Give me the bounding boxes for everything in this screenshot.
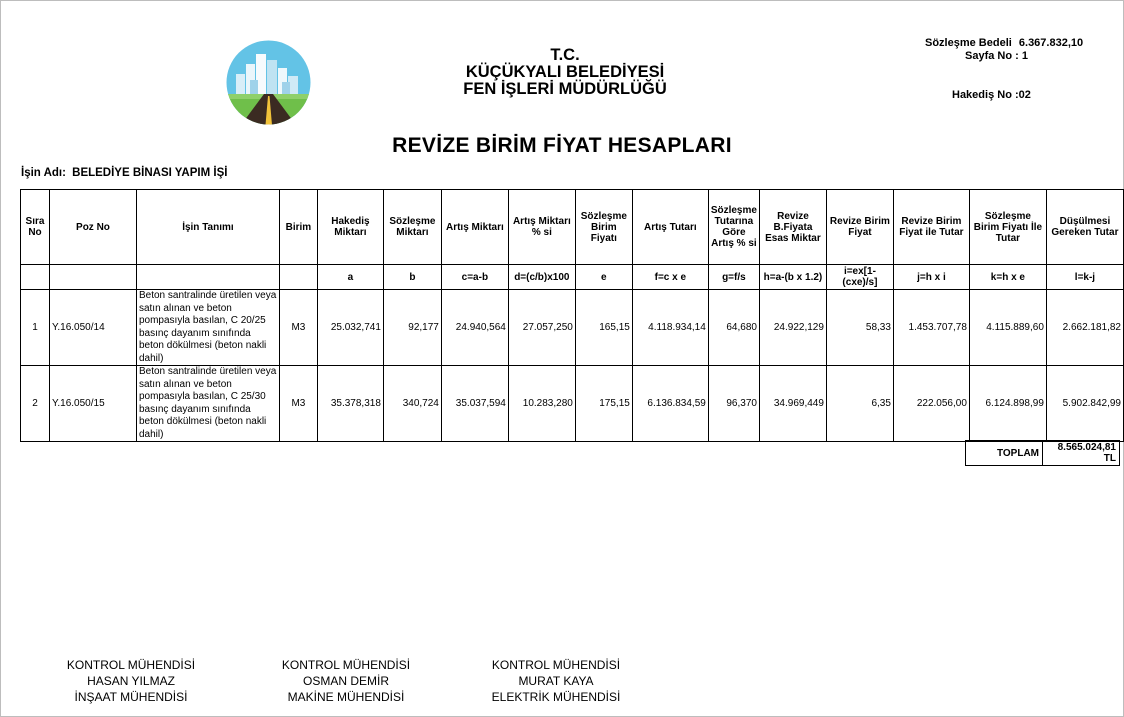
total-box [965,440,1120,466]
contract-amount-label: Sözleşme Bedeli [925,37,1012,49]
revised-unit-price: 6,35 [826,366,893,442]
item-description: Beton santralinde üretilen veya satın alınan ve beton pompasıyla basılan, C 20/25 basınç dayanım sınıfında beton dökülmesi (beton nakli dahil) [136,290,279,366]
amount-increase-percentage: 96,370 [708,366,759,442]
institution-header [430,47,700,98]
col-header: Birim [279,190,317,265]
contract-quantity: 92,177 [383,290,441,366]
increase-quantity: 24.940,564 [441,290,508,366]
col-header: Sözleşme Miktarı [383,190,441,265]
header-line-tc: T.C. [550,46,580,64]
formula-cell: g=f/s [708,265,759,290]
formula-cell: f=c x e [632,265,708,290]
job-name-label: İşin Adı: [21,167,66,179]
formula-cell [279,265,317,290]
signature-title: ELEKTRİK MÜHENDİSİ [491,690,621,704]
formula-cell: h=a-(b x 1.2) [759,265,826,290]
signature-block [26,657,236,705]
unit: M3 [279,290,317,366]
row-number: 2 [21,366,50,442]
formula-cell [136,265,279,290]
revised-amount: 222.056,00 [893,366,969,442]
deduction-amount: 2.662.181,82 [1046,290,1123,366]
page-number-value: 1 [1021,50,1028,62]
signature-role: KONTROL MÜHENDİSİ [491,658,621,672]
contract-amount [925,37,1083,49]
increase-percentage: 10.283,280 [508,366,575,442]
contract-unit-price: 165,15 [575,290,632,366]
col-header: Artış Tutarı [632,190,708,265]
col-header: Artış Miktarı [441,190,508,265]
item-description: Beton santralinde üretilen veya satın alınan ve beton pompasıyla basılan, C 25/30 basınç dayanım sınıfında beton dökülmesi (beton nakli dahil) [136,366,279,442]
col-header: Revize Birim Fiyat ile Tutar [893,190,969,265]
signature-role: KONTROL MÜHENDİSİ [281,658,411,672]
formula-cell [21,265,50,290]
formula-cell: i=ex[1-(cxe)/s] [826,265,893,290]
job-name [21,167,227,179]
total-value: 8.565.024,81 TL [1043,441,1120,466]
signature-name: OSMAN DEMİR [302,674,389,688]
revised-unit-price: 58,33 [826,290,893,366]
col-header: Revize B.Fiyata Esas Miktar [759,190,826,265]
col-header: Sözleşme Birim Fiyatı [575,190,632,265]
formula-cell: a [317,265,383,290]
formula-cell: k=h x e [969,265,1046,290]
item-code: Y.16.050/15 [49,366,136,442]
col-header: Poz No [49,190,136,265]
row-number: 1 [21,290,50,366]
municipality-logo [226,40,311,125]
increase-quantity: 35.037,594 [441,366,508,442]
page-number-label: Sayfa No : [965,50,1019,62]
revised-base-quantity: 34.969,449 [759,366,826,442]
revised-base-quantity: 24.922,129 [759,290,826,366]
formula-cell: l=k-j [1046,265,1123,290]
progress-quantity: 35.378,318 [317,366,383,442]
signature-name: MURAT KAYA [518,674,594,688]
progress-payment-label: Hakediş No : [952,89,1019,101]
formula-cell [49,265,136,290]
formula-cell: b [383,265,441,290]
progress-payment-value: 02 [1018,89,1031,101]
table-row [21,290,1124,366]
signature-role: KONTROL MÜHENDİSİ [66,658,196,672]
signature-title: MAKİNE MÜHENDİSİ [287,690,405,704]
signature-block [451,657,661,705]
col-header: Sözleşme Birim Fiyatı İle Tutar [969,190,1046,265]
table-formula-row [21,265,1124,290]
contract-unit-price: 175,15 [575,366,632,442]
contract-amount-value: 6.367.832,10 [1018,37,1084,49]
increase-percentage: 27.057,250 [508,290,575,366]
header-line-department: FEN İŞLERİ MÜDÜRLÜĞÜ [463,80,667,98]
contract-price-amount: 6.124.898,99 [969,366,1046,442]
progress-payment-number [952,89,1031,101]
contract-quantity: 340,724 [383,366,441,442]
signature-name: HASAN YILMAZ [87,674,175,688]
table-row [21,366,1124,442]
progress-quantity: 25.032,741 [317,290,383,366]
formula-cell: c=a-b [441,265,508,290]
signature-title: İNŞAAT MÜHENDİSİ [74,690,188,704]
unit-price-table [20,189,1124,442]
col-header: Revize Birim Fiyat [826,190,893,265]
col-header: Hakediş Miktarı [317,190,383,265]
increase-amount: 4.118.934,14 [632,290,708,366]
signature-block [241,657,451,705]
formula-cell: j=h x i [893,265,969,290]
document-title: REVİZE BİRİM FİYAT HESAPLARI [392,134,732,157]
item-code: Y.16.050/14 [49,290,136,366]
revised-amount: 1.453.707,78 [893,290,969,366]
increase-amount: 6.136.834,59 [632,366,708,442]
deduction-amount: 5.902.842,99 [1046,366,1123,442]
contract-price-amount: 4.115.889,60 [969,290,1046,366]
col-header: Sözleşme Tutarına Göre Artış % si [708,190,759,265]
formula-cell: e [575,265,632,290]
col-header: Sıra No [21,190,50,265]
formula-cell: d=(c/b)x100 [508,265,575,290]
table-header-row [21,190,1124,265]
col-header: Düşülmesi Gereken Tutar [1046,190,1123,265]
col-header: İşin Tanımı [136,190,279,265]
job-name-value: BELEDİYE BİNASI YAPIM İŞİ [72,167,228,179]
amount-increase-percentage: 64,680 [708,290,759,366]
page-number [965,50,1028,62]
total-label: TOPLAM [966,441,1043,466]
header-line-municipality: KÜÇÜKYALI BELEDİYESİ [465,63,665,81]
col-header: Artış Miktarı % si [508,190,575,265]
unit: M3 [279,366,317,442]
